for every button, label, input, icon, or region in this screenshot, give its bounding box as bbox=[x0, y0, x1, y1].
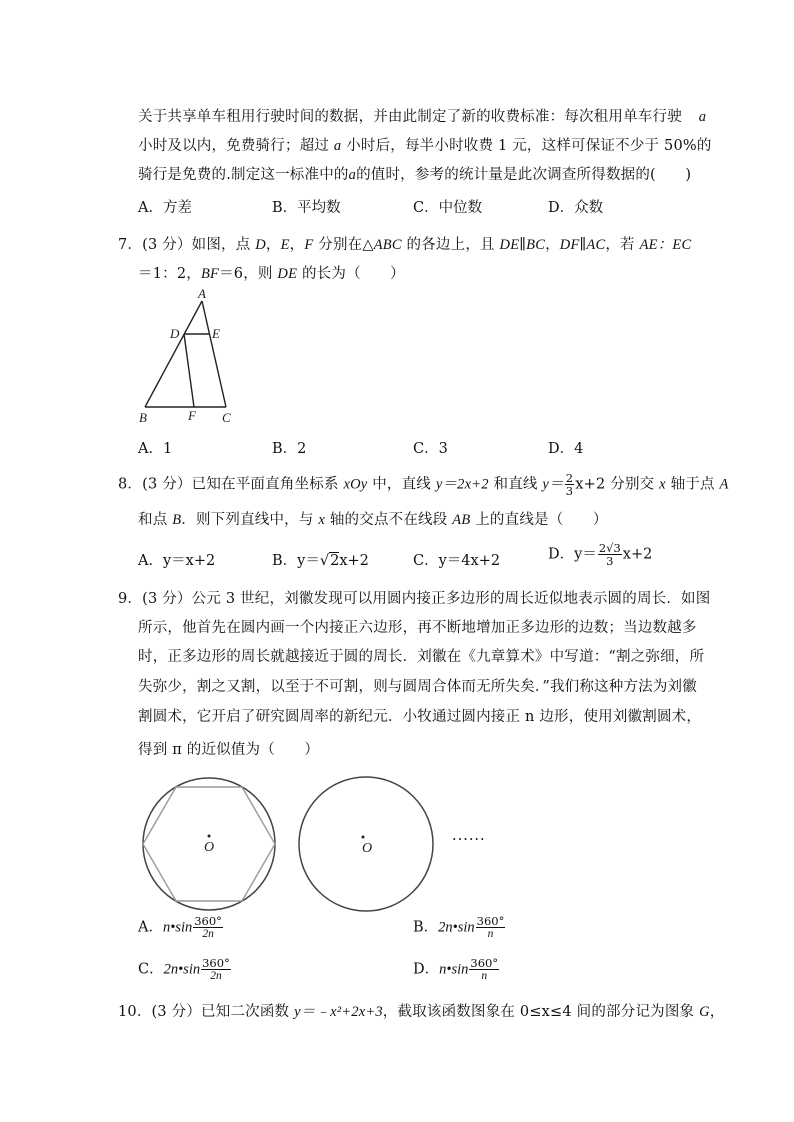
segment: DE bbox=[277, 266, 298, 282]
center-dot bbox=[208, 835, 211, 838]
q9-option-a[interactable]: A．n•sin $\frac{360^\circ}{2n}$ bbox=[138, 914, 222, 940]
q9-line-6: 得到 π 的近似值为（ ） bbox=[138, 742, 320, 758]
side-ab bbox=[145, 301, 202, 407]
q7-text: 的长为（ ） bbox=[301, 266, 405, 282]
segment-df bbox=[184, 334, 194, 407]
q9-option-d[interactable]: D．n•sin $\frac{360^\circ}{n}$ bbox=[413, 956, 499, 982]
q6-option-c[interactable]: C．中位数 bbox=[413, 200, 483, 216]
label-c: C bbox=[222, 410, 231, 425]
triangle-label: ABC bbox=[373, 237, 402, 253]
q7-option-b[interactable]: B．2 bbox=[272, 441, 307, 457]
q7-option-a[interactable]: A．1 bbox=[138, 441, 173, 457]
q7-text: ＝6，则 bbox=[219, 266, 273, 282]
q9-line-4: 失弥少，割之又割，以至于不可割，则与圆周合体而无所失矣．”我们称这种方法为刘徽 bbox=[138, 679, 697, 695]
q9-hexagon-figure bbox=[140, 775, 280, 915]
fraction: $\frac{360^\circ}{2n}$ bbox=[194, 914, 222, 940]
q6-option-d[interactable]: D．众数 bbox=[548, 200, 604, 216]
q9-option-c[interactable]: C．2n•sin $\frac{360^\circ}{2n}$ bbox=[138, 956, 230, 982]
q6-text: 小时及以内，免费骑行；超过 bbox=[138, 138, 330, 154]
equation: y＝2x+2 bbox=[435, 476, 489, 493]
q6-line-2 bbox=[138, 134, 712, 155]
q7-text: ，若 bbox=[605, 237, 635, 253]
q7-option-d[interactable]: D．4 bbox=[548, 441, 584, 457]
q9-circle-figure bbox=[296, 775, 436, 915]
side-ac bbox=[202, 301, 226, 407]
q9-line-2: 所示，他首先在圆内画一个内接正六边形，再不断地增加正多边形的边数；当边数越多 bbox=[138, 620, 697, 636]
relation: DE∥BC bbox=[499, 237, 546, 253]
q6-line-1 bbox=[138, 105, 706, 126]
segment: BF bbox=[200, 266, 220, 282]
fraction-2-3: $\frac{2}{3}$ bbox=[565, 471, 574, 498]
segment: AB bbox=[452, 512, 471, 528]
var-a: a bbox=[698, 109, 707, 125]
equation: y＝﹣x²+2x+3 bbox=[294, 1004, 383, 1020]
label-b: B bbox=[139, 410, 147, 425]
q7-triangle-figure bbox=[132, 286, 247, 426]
q10-text: ，截取该函数图象在 0≤x≤4 间的部分记为图象 bbox=[382, 1004, 695, 1020]
q10-text: 10．(3 分）已知二次函数 bbox=[118, 1004, 290, 1020]
q9-option-b[interactable]: B．2n•sin $\frac{360^\circ}{n}$ bbox=[413, 914, 505, 940]
center-dot bbox=[362, 836, 365, 839]
q8-line-2 bbox=[138, 508, 608, 529]
q8-text: x+2 分别交 bbox=[575, 476, 655, 493]
q9-line-3: 时，正多边形的周长就越接近于圆的周长．刘徽在《九章算术》中写道：“割之弥细，所 bbox=[138, 649, 705, 665]
relation: DF∥AC bbox=[559, 237, 606, 253]
center-label: O bbox=[204, 840, 215, 855]
q6-text: 骑行是免费的.制定这一标准中的 bbox=[138, 167, 349, 183]
q9-line-1: 9．(3 分）公元 3 世纪，刘徽发现可以用圆内接正多边形的周长近似地表示圆的周长．如图 bbox=[118, 591, 711, 607]
q8-line-1 bbox=[118, 472, 729, 497]
q6-option-a[interactable]: A．方差 bbox=[138, 200, 192, 216]
var-a: a bbox=[348, 167, 357, 183]
point-label: F bbox=[304, 237, 314, 253]
label-a: A bbox=[198, 286, 206, 301]
point-label: B bbox=[172, 512, 182, 528]
var-a: a bbox=[333, 138, 342, 154]
q7-text: 分别在△ bbox=[318, 237, 374, 253]
q8-text: ．则下列直线中，与 bbox=[181, 512, 314, 528]
q8-text: 上的直线是（ ） bbox=[475, 512, 608, 528]
fraction: $\frac{360^\circ}{2n}$ bbox=[202, 956, 230, 982]
q8-text: 和点 bbox=[138, 512, 168, 528]
var-x: x bbox=[318, 512, 326, 528]
q8-text: 和直线 bbox=[493, 476, 538, 493]
q7-line-2 bbox=[138, 262, 405, 283]
q7-text: 的各边上，且 bbox=[406, 237, 495, 253]
label-f: F bbox=[188, 408, 196, 423]
var-x: x bbox=[659, 476, 666, 493]
coord-system: xOy bbox=[343, 476, 368, 493]
q10-line-1 bbox=[118, 1000, 724, 1021]
graph-label: G bbox=[699, 1004, 710, 1020]
q7-text: ＝1：2， bbox=[138, 266, 201, 282]
q8-option-b[interactable]: B．y＝√2x+2 bbox=[272, 553, 369, 569]
q6-text: 小时后，每半小时收费 1 元，这样可保证不少于 50%的 bbox=[346, 138, 712, 154]
q9-ellipsis: ...... bbox=[452, 828, 486, 844]
q7-text: 7．(3 分）如图，点 bbox=[118, 237, 251, 253]
q9-line-5: 割圆术，它开启了研究圆周率的新纪元．小牧通过圆内接正 n 边形，使用刘徽割圆术， bbox=[138, 709, 702, 725]
fraction-2sqrt3-3: $\frac{2√3}{3}$ bbox=[598, 541, 621, 568]
ratio: AE：EC bbox=[639, 237, 692, 253]
q8-text: 中，直线 bbox=[372, 476, 432, 493]
fraction: $\frac{360^\circ}{n}$ bbox=[476, 914, 505, 940]
q10-text: ， bbox=[709, 1004, 725, 1020]
label-d: D bbox=[170, 326, 180, 341]
center-label: O bbox=[362, 841, 373, 856]
point-label: E bbox=[280, 237, 290, 253]
equation: y＝ bbox=[542, 476, 564, 493]
fraction: $\frac{360^\circ}{n}$ bbox=[470, 956, 499, 982]
q7-line-1: 7．(3 分）如图，点 D，E，F 分别在△ABC 的各边上，且 DE∥BC，DF∥AC，若 AE：EC bbox=[118, 237, 692, 253]
q8-text: 轴于点 bbox=[670, 476, 715, 493]
q6-text: 关于共享单车租用行驶时间的数据，并由此制定了新的收费标准：每次租用单车行驶 bbox=[138, 109, 682, 125]
q6-line-3 bbox=[138, 163, 691, 184]
q8-option-a[interactable]: A．y＝x+2 bbox=[138, 553, 216, 569]
q7-option-c[interactable]: C．3 bbox=[413, 441, 448, 457]
q8-option-d[interactable]: D．y＝ $\frac{2√3}{3}$ x+2 bbox=[548, 541, 653, 568]
q8-option-c[interactable]: C．y＝4x+2 bbox=[413, 553, 501, 569]
q6-option-b[interactable]: B．平均数 bbox=[272, 200, 341, 216]
point-label: A bbox=[719, 476, 729, 493]
label-e: E bbox=[212, 326, 220, 341]
q8-text: 轴的交点不在线段 bbox=[329, 512, 448, 528]
q6-text: 的值时，参考的统计量是此次调查所得数据的( ) bbox=[356, 167, 692, 183]
q8-text: 8．(3 分）已知在平面直角坐标系 bbox=[118, 476, 339, 493]
point-label: D bbox=[255, 237, 266, 253]
